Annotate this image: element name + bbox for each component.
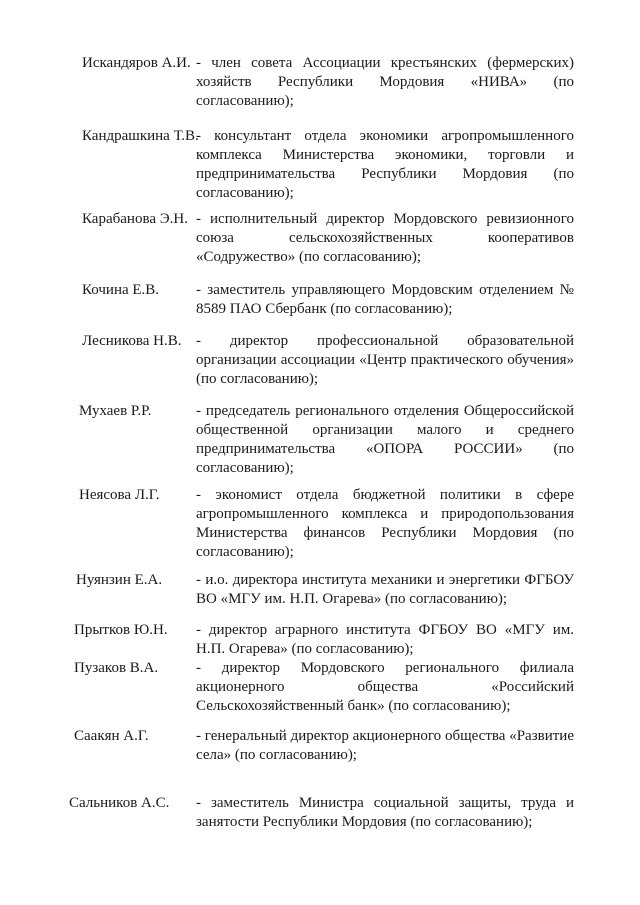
member-name: Сальников А.С. — [69, 795, 170, 811]
member-name: Неясова Л.Г. — [79, 487, 160, 503]
member-name: Кочина Е.В. — [82, 282, 160, 298]
member-description: - директор аграрного института ФГБОУ ВО «МГУ им. Н.П. Огарева» (по согласованию); — [196, 622, 574, 657]
member-name: Пузаков В.А. — [74, 660, 159, 676]
member-description: - и.о. директора института механики и энергетики ФГБОУ ВО «МГУ им. Н.П. Огарева» (по согласованию); — [196, 572, 574, 607]
member-description: - директор Мордовского регионального филиала акционерного общества «Российский Сельскохозяйственный банк» (по согласованию); — [196, 660, 574, 714]
member-name: Лесникова Н.В. — [82, 333, 182, 349]
member-description: - генеральный директор акционерного общества «Развитие села» (по согласованию); — [196, 728, 574, 763]
member-name: Искандяров А.И. — [82, 55, 191, 71]
member-name: Саакян А.Г. — [74, 728, 149, 744]
member-description: - председатель регионального отделения Общероссийской общественной организации малого и среднего предпринимательства «ОПОРА РОССИИ» (по согласованию); — [196, 403, 574, 476]
member-description: - член совета Ассоциации крестьянских (фермерских) хозяйств Республики Мордовия «НИВА» (по согласованию); — [196, 55, 574, 109]
member-name: Прытков Ю.Н. — [74, 622, 168, 638]
member-name: Карабанова Э.Н. — [82, 211, 188, 227]
member-name: Кандрашкина Т.В. — [82, 128, 199, 144]
member-description: - экономист отдела бюджетной политики в сфере агропромышленного комплекса и природопользования Министерства финансов Республики Мордовия (по согласованию); — [196, 487, 574, 560]
member-name: Мухаев Р.Р. — [79, 403, 152, 419]
member-name: Нуянзин Е.А. — [76, 572, 163, 588]
member-description: - директор профессиональной образовательной организации ассоциации «Центр практического обучения» (по согласованию); — [196, 333, 574, 387]
member-description: - исполнительный директор Мордовского ревизионного союза сельскохозяйственных кооперативов «Содружество» (по согласованию); — [196, 211, 574, 265]
member-description: - заместитель управляющего Мордовским отделением № 8589 ПАО Сбербанк (по согласованию); — [196, 282, 574, 317]
member-description: - консультант отдела экономики агропромышленного комплекса Министерства экономики, торговли и предпринимательства Республики Мордовия (по согласованию); — [196, 128, 574, 201]
member-description: - заместитель Министра социальной защиты, труда и занятости Республики Мордовия (по согласованию); — [196, 795, 574, 830]
